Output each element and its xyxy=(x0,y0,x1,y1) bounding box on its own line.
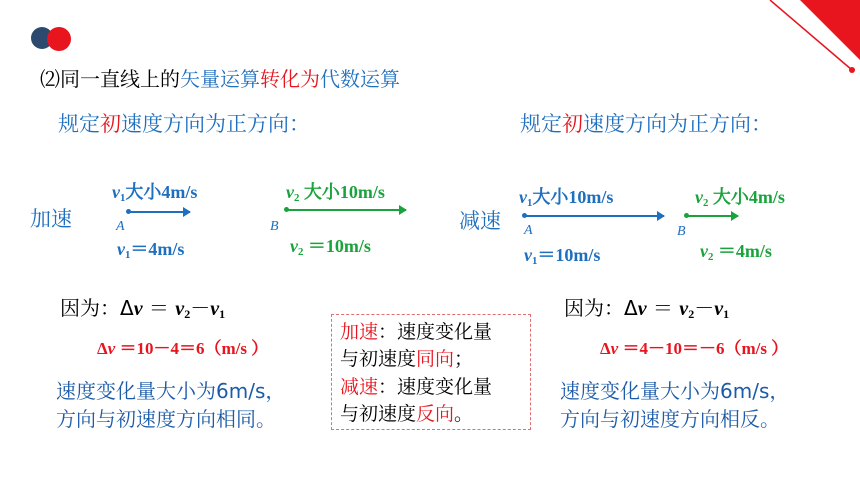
right-v1-eq xyxy=(524,241,600,267)
box-line-1 xyxy=(340,317,492,344)
calc-v: v xyxy=(107,339,116,358)
box-l4-pre: 与初速度 xyxy=(340,403,417,425)
heading-part-4: 代数运算 xyxy=(320,67,400,91)
because-minus: － xyxy=(190,296,211,320)
right-conclusion-1: 速度变化量大小为6m/s， xyxy=(560,379,790,403)
because-sub1: 1 xyxy=(723,307,730,321)
left-label: 加速 xyxy=(30,207,72,231)
because-eq: ＝ xyxy=(646,296,680,320)
right-v2-eq xyxy=(700,237,772,263)
because-v2: v xyxy=(679,298,689,320)
box-l4-post: 。 xyxy=(454,403,474,425)
v-text: 大小10m/s xyxy=(532,187,614,207)
heading-part-2: 矢量运算 xyxy=(180,67,260,91)
because-sub2: 2 xyxy=(688,307,695,321)
v-text: ＝4m/s xyxy=(130,239,185,259)
right-point-a: A xyxy=(524,223,533,238)
right-v2-top xyxy=(695,183,785,209)
right-because xyxy=(564,292,729,322)
left-rule-red: 初 xyxy=(100,112,121,136)
v-text: ＝4m/s xyxy=(713,241,772,261)
box-l1-rest: ：速度变化量 xyxy=(378,321,493,343)
calc-text: ＝10－4＝6（m/s ） xyxy=(115,339,269,358)
right-rule-post: 速度方向为正方向： xyxy=(583,112,772,136)
v-text: 大小4m/s xyxy=(708,187,785,207)
v-subscript: 1 xyxy=(120,192,126,204)
because-v: v xyxy=(637,298,647,320)
heading-part-1: ⑵同一直线上的 xyxy=(40,67,180,91)
left-rule xyxy=(58,108,310,138)
because-v2: v xyxy=(175,298,185,320)
box-l3-red: 减速 xyxy=(340,376,379,398)
because-eq: ＝ xyxy=(142,296,176,320)
right-rule-pre: 规定 xyxy=(520,112,562,136)
v-subscript: 1 xyxy=(527,197,533,209)
because-v1: v xyxy=(714,298,724,320)
v-subscript: 1 xyxy=(532,255,538,267)
right-point-b: B xyxy=(677,224,686,239)
v-subscript: 2 xyxy=(703,197,709,209)
left-arrow-v2 xyxy=(286,209,406,211)
calc-delta: Δ xyxy=(600,339,611,358)
left-v1-eq xyxy=(117,235,184,261)
box-l3-rest: ：速度变化量 xyxy=(378,376,493,398)
box-l2-red: 同向 xyxy=(416,348,455,370)
v-text: 大小10m/s xyxy=(299,182,385,202)
left-conclusion-1: 速度变化量大小为6m/s， xyxy=(56,379,286,403)
box-l4-red: 反向 xyxy=(416,403,455,425)
because-sub2: 2 xyxy=(184,307,191,321)
right-calc xyxy=(600,334,788,359)
logo-dot-red xyxy=(47,27,71,51)
box-line-3 xyxy=(340,372,492,399)
left-conclusion-2: 方向与初速度方向相同。 xyxy=(56,407,276,431)
v-text: ＝10m/s xyxy=(303,236,371,256)
v-symbol: v xyxy=(112,182,120,202)
left-v2-top xyxy=(286,178,385,204)
v-symbol: v xyxy=(286,182,294,202)
calc-text: ＝4－10＝－6（m/s ） xyxy=(618,339,789,358)
right-conclusion-2: 方向与初速度方向相反。 xyxy=(560,407,780,431)
v-subscript: 1 xyxy=(125,249,131,261)
right-rule-red: 初 xyxy=(562,112,583,136)
right-label: 减速 xyxy=(459,209,501,233)
left-rule-pre: 规定 xyxy=(58,112,100,136)
because-v1: v xyxy=(210,298,220,320)
because-minus: － xyxy=(694,296,715,320)
summary-box xyxy=(331,314,531,430)
left-v2-eq xyxy=(290,232,371,258)
box-l2-pre: 与初速度 xyxy=(340,348,417,370)
v-subscript: 2 xyxy=(294,192,300,204)
right-v1-top xyxy=(519,183,613,209)
left-point-b: B xyxy=(270,219,279,234)
left-because xyxy=(60,292,225,322)
v-symbol: v xyxy=(290,236,298,256)
because-pre: 因为：Δ xyxy=(564,296,638,320)
v-symbol: v xyxy=(700,241,708,261)
v-symbol: v xyxy=(117,239,125,259)
left-v1-top xyxy=(112,178,197,204)
box-l2-post: ； xyxy=(454,348,474,370)
section-heading xyxy=(40,63,400,92)
calc-v: v xyxy=(610,339,619,358)
left-point-a: A xyxy=(116,219,125,234)
v-subscript: 2 xyxy=(708,251,714,263)
heading-part-3: 转化为 xyxy=(260,67,320,91)
v-symbol: v xyxy=(524,245,532,265)
left-rule-post: 速度方向为正方向： xyxy=(121,112,310,136)
because-pre: 因为：Δ xyxy=(60,296,134,320)
right-rule xyxy=(520,108,772,138)
box-line-4 xyxy=(340,399,473,426)
right-arrow-v1 xyxy=(524,215,664,217)
v-subscript: 2 xyxy=(298,246,304,258)
v-symbol: v xyxy=(695,187,703,207)
left-arrow-v1 xyxy=(128,211,190,213)
right-arrow-v2 xyxy=(686,215,738,217)
box-line-2 xyxy=(340,344,473,371)
v-symbol: v xyxy=(519,187,527,207)
because-sub1: 1 xyxy=(219,307,226,321)
left-calc xyxy=(97,334,268,359)
box-l1-red: 加速 xyxy=(340,321,379,343)
v-text: ＝10m/s xyxy=(537,245,601,265)
v-text: 大小4m/s xyxy=(125,182,198,202)
calc-delta: Δ xyxy=(97,339,108,358)
corner-decoration xyxy=(740,0,860,80)
because-v: v xyxy=(133,298,143,320)
